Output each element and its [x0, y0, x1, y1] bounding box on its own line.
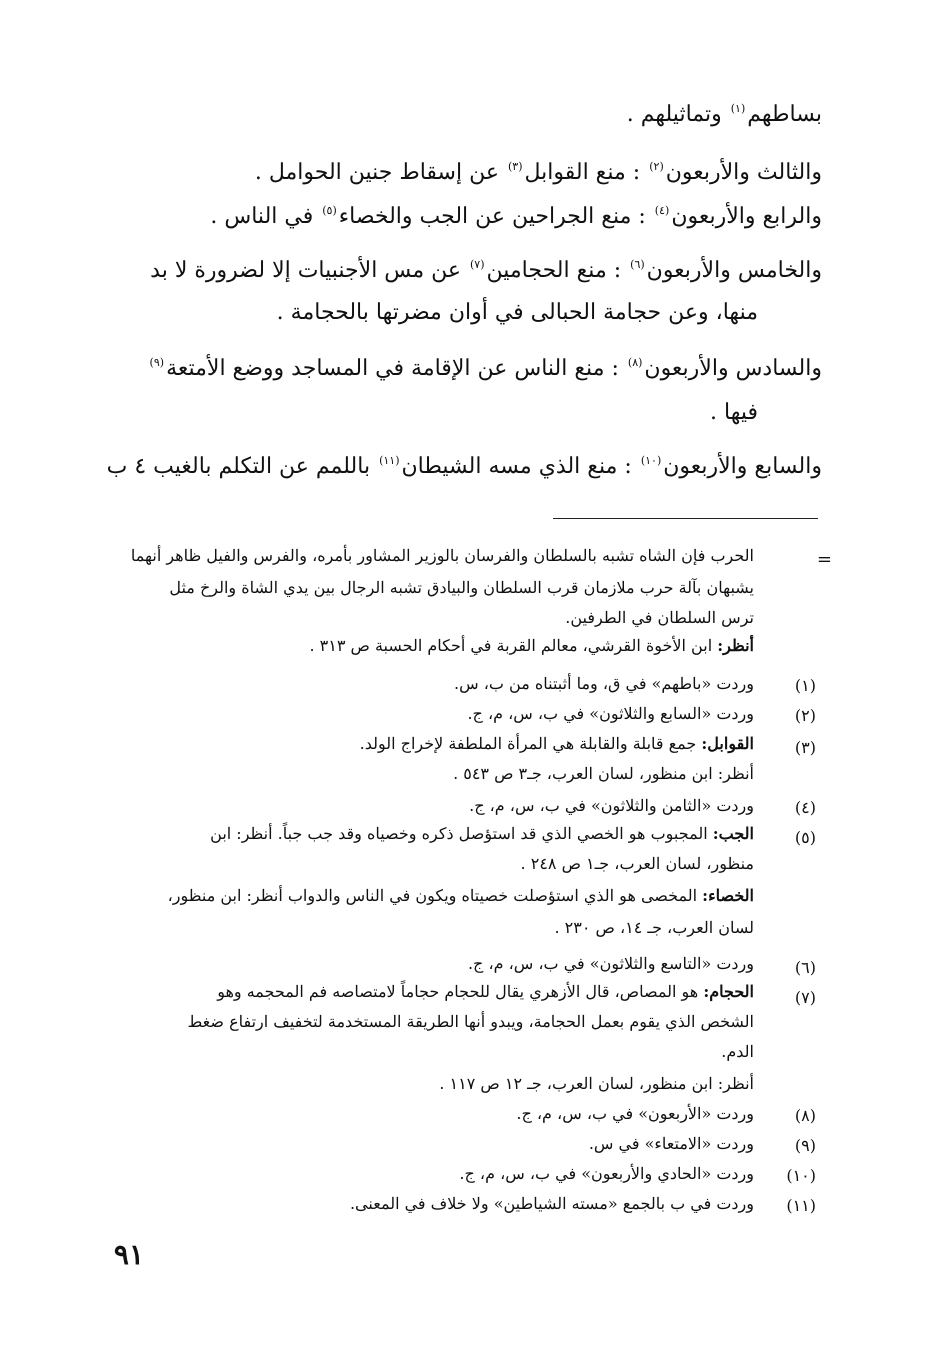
- footnote-ref: (١): [730, 102, 746, 115]
- footnote-term: الحجام:: [703, 982, 754, 1001]
- footnote-ref: (٣): [507, 160, 523, 173]
- main-text: عن مس الأجنبيات إلا لضرورة لا بد: [150, 258, 461, 283]
- footnote-text: وردت «باطهم» في ق، وما أثبتناه من ب، س.: [454, 674, 754, 693]
- footnote-divider: [553, 518, 818, 519]
- footnote-ref: (٩): [149, 356, 165, 369]
- main-text: والخامس والأربعون: [646, 258, 822, 283]
- main-text: بساطهم: [747, 102, 822, 127]
- main-line-1: [627, 100, 822, 130]
- footnote-definition: جمع قابلة والقابلة هي المرأة الملطفة لإخراج الولد.: [359, 734, 697, 753]
- footnote-text: [210, 822, 754, 846]
- main-text: : منع الحجامين: [486, 258, 622, 283]
- main-text: والسادس والأربعون: [644, 356, 822, 381]
- footnote-term: القوابل:: [701, 734, 754, 753]
- footnote-ref: (٤): [654, 204, 670, 217]
- footnote-text: لسان العرب، جـ ١٤، ص ٢٣٠ .: [554, 918, 754, 937]
- carry-over-mark: =: [816, 549, 832, 570]
- main-line-5: [277, 298, 758, 328]
- footnote-definition: المجبوب هو الخصي الذي قد استؤصل ذكره وخصياه وقد جب جباً. أنظر: ابن: [210, 824, 708, 843]
- main-text: : منع القوابل: [524, 160, 641, 185]
- reference-label: أنظر:: [717, 636, 754, 655]
- footnote-text: [360, 732, 754, 756]
- main-text: والثالث والأربعون: [665, 160, 822, 185]
- footnote-number: (١): [794, 676, 816, 695]
- footnote-carry-line: ترس السلطان في الطرفين.: [565, 608, 754, 627]
- main-text: : منع الجراحين عن الجب والخصاء: [338, 204, 646, 229]
- footnote-text: الدم.: [721, 1042, 754, 1061]
- footnote-ref: (١١): [379, 454, 400, 467]
- footnote-carry-ref: [310, 634, 755, 658]
- footnote-number: (٢): [794, 706, 816, 725]
- footnote-text: وردت «التاسع والثلاثون» في ب، س، م، ج.: [467, 954, 754, 973]
- footnote-definition: المخصى هو الذي استؤصلت خصيتاه ويكون في الناس والدواب أنظر: ابن منظور،: [167, 886, 698, 905]
- footnote-text: منظور، لسان العرب، جـ١ ص ٢٤٨ .: [520, 854, 754, 873]
- main-text: والسابع والأربعون: [663, 454, 822, 479]
- main-text: باللمم عن التكلم بالغيب ٤ ب: [106, 454, 371, 479]
- footnote-ref: (٦): [630, 258, 645, 271]
- footnote-ref: (١٠): [640, 454, 662, 467]
- footnote-ref: (٨): [627, 356, 643, 369]
- footnote-number: (٣): [794, 738, 816, 757]
- footnote-text: وردت «السابع والثلاثون» في ب، س، م، ج.: [467, 704, 754, 723]
- footnote-ref: (٧): [470, 258, 485, 271]
- footnote-number: (٥): [794, 828, 816, 847]
- footnote-ref: (٢): [649, 160, 664, 173]
- footnote-text: وردت «الحادي والأربعون» في ب، س، م، ج.: [459, 1164, 754, 1183]
- main-text: منها، وعن حجامة الحبالى في أوان مضرتها بالحجامة .: [276, 300, 758, 325]
- main-text: : منع الذي مسه الشيطان: [401, 454, 632, 479]
- footnote-number: (١٠): [786, 1166, 816, 1185]
- footnote-number: (٨): [794, 1106, 816, 1125]
- page-number: ٩١: [113, 1238, 144, 1271]
- main-line-6: [148, 354, 822, 384]
- footnote-text: وردت «الثامن والثلاثون» في ب، س، م، ج.: [469, 796, 754, 815]
- footnote-definition: هو المصاص، قال الأزهري يقال للحجام حجاماً لامتصاصه فم المحجمه وهو: [217, 982, 699, 1001]
- footnote-text: [217, 980, 754, 1004]
- main-text: في الناس .: [210, 204, 314, 229]
- reference-text: ابن الأخوة القرشي، معالم القربة في أحكام الحسبة ص ٣١٣ .: [309, 636, 713, 655]
- main-text: عن إسقاط جنين الحوامل .: [254, 160, 499, 185]
- footnote-term: الجب:: [712, 824, 754, 843]
- footnote-text: وردت «الامتعاء» في س.: [588, 1134, 754, 1153]
- main-text: فيها .: [710, 400, 758, 425]
- main-text: : منع الناس عن الإقامة في المساجد ووضع الأمتعة: [166, 356, 619, 381]
- main-text: والرابع والأربعون: [671, 204, 822, 229]
- main-line-4: [150, 256, 822, 286]
- footnote-number: (٩): [794, 1136, 816, 1155]
- footnote-text: الشخص الذي يقوم بعمل الحجامة، ويبدو أنها الطريقة المستخدمة لتخفيف ارتفاع ضغط: [187, 1012, 754, 1031]
- footnote-number: (٧): [794, 988, 816, 1007]
- main-line-7: [710, 398, 758, 428]
- footnote-number: (٦): [794, 958, 816, 977]
- footnote-reference: أنظر: ابن منظور، لسان العرب، جـ٣ ص ٥٤٣ .: [453, 764, 754, 783]
- footnote-ref: (٥): [322, 204, 337, 217]
- footnote-text: وردت «الأربعون» في ب، س، م، ج.: [516, 1104, 754, 1123]
- footnote-carry-line: الحرب فإن الشاه تشبه بالسلطان والفرسان بالوزير المشاور بأمره، والفرس والفيل ظاهر أنهما: [130, 546, 754, 565]
- footnote-number: (١١): [786, 1196, 816, 1215]
- footnote-text: [168, 884, 754, 908]
- footnote-text: وردت في ب بالجمع «مسته الشياطين» ولا خلاف في المعنى.: [349, 1194, 754, 1213]
- footnote-reference: أنظر: ابن منظور، لسان العرب، جـ ١٢ ص ١١٧ .: [439, 1074, 754, 1093]
- main-line-8: [107, 452, 822, 482]
- footnote-number: (٤): [794, 798, 816, 817]
- main-text: وتماثيلهم .: [626, 102, 722, 127]
- footnote-carry-line: يشبهان بآلة حرب ملازمان قرب السلطان والبيادق تشبه الرجال بين يدي الشاة والرخ مثل: [169, 578, 754, 597]
- main-line-3: [210, 202, 822, 232]
- footnote-term: الخصاء:: [702, 886, 754, 905]
- main-line-2: [255, 158, 822, 188]
